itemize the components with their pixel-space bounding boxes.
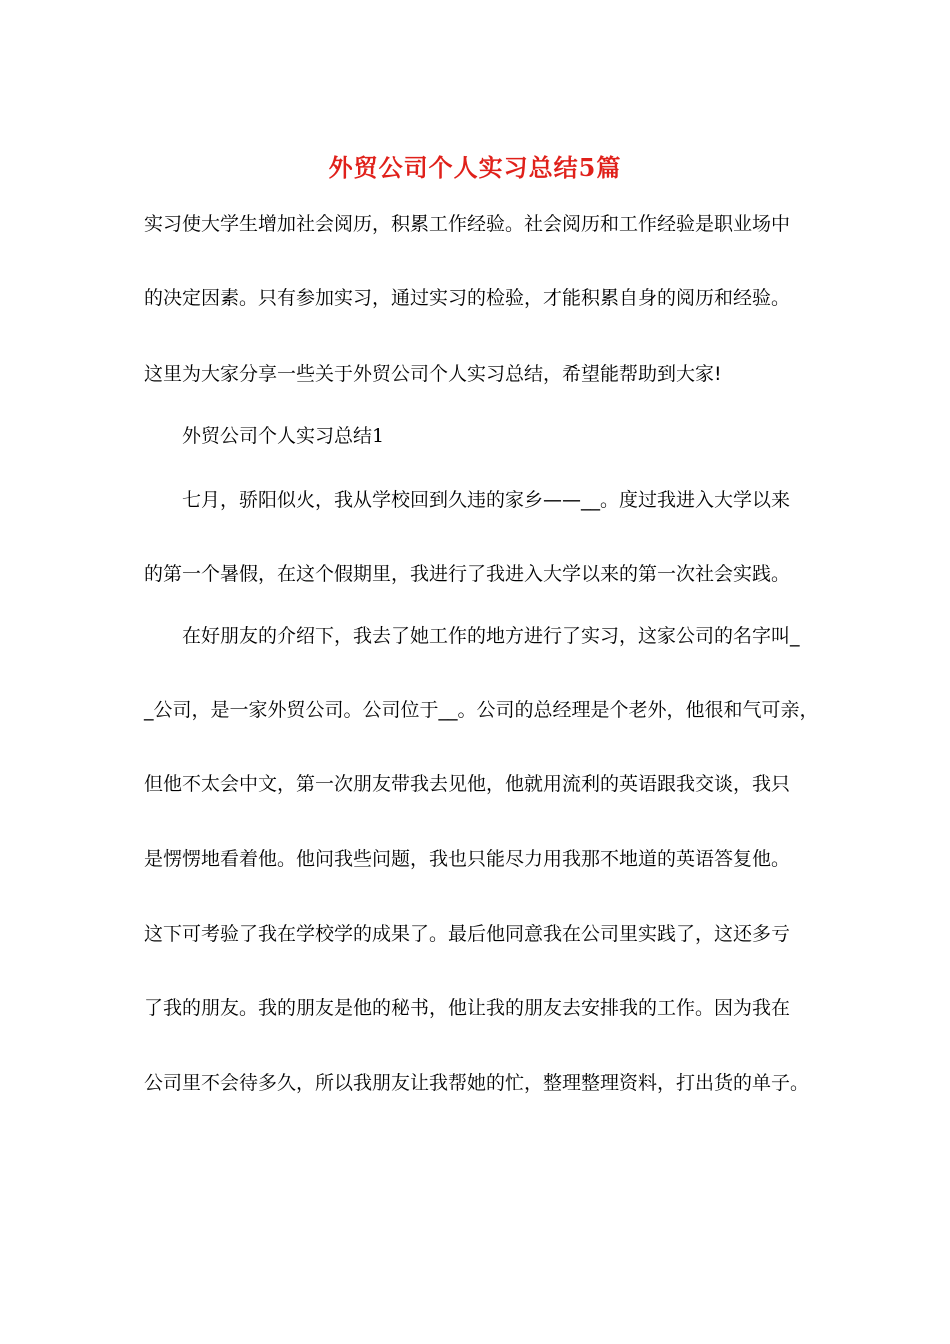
- section-heading: 外贸公司个人实习总结1: [182, 425, 385, 447]
- document-title: 外贸公司个人实习总结5篇: [328, 153, 622, 182]
- paragraph-line-6: 是愣愣地看着他。他问我些问题，我也只能尽力用我那不地道的英语答复他。: [144, 848, 791, 870]
- paragraph-line-3: 在好朋友的介绍下，我去了她工作的地方进行了实习，这家公司的名字叫_: [182, 625, 800, 647]
- intro-line-1: 实习使大学生增加社会阅历，积累工作经验。社会阅历和工作经验是职业场中: [144, 213, 791, 235]
- intro-line-3: 这里为大家分享一些关于外贸公司个人实习总结，希望能帮助到大家!: [144, 363, 722, 385]
- paragraph-line-7: 这下可考验了我在学校学的成果了。最后他同意我在公司里实践了，这还多亏: [144, 923, 791, 945]
- paragraph-line-8: 了我的朋友。我的朋友是他的秘书，他让我的朋友去安排我的工作。因为我在: [144, 997, 791, 1019]
- paragraph-line-4: _公司，是一家外贸公司。公司位于__。公司的总经理是个老外，他很和气可亲，: [144, 699, 819, 721]
- paragraph-line-2: 的第一个暑假，在这个假期里，我进行了我进入大学以来的第一次社会实践。: [144, 563, 791, 585]
- intro-line-2: 的决定因素。只有参加实习，通过实习的检验，才能积累自身的阅历和经验。: [144, 287, 791, 309]
- paragraph-line-9: 公司里不会待多久，所以我朋友让我帮她的忙，整理整理资料，打出货的单子。: [144, 1072, 810, 1094]
- paragraph-line-5: 但他不太会中文，第一次朋友带我去见他，他就用流利的英语跟我交谈，我只: [144, 773, 791, 795]
- paragraph-line-1: 七月，骄阳似火，我从学校回到久违的家乡——__。度过我进入大学以来: [182, 489, 791, 511]
